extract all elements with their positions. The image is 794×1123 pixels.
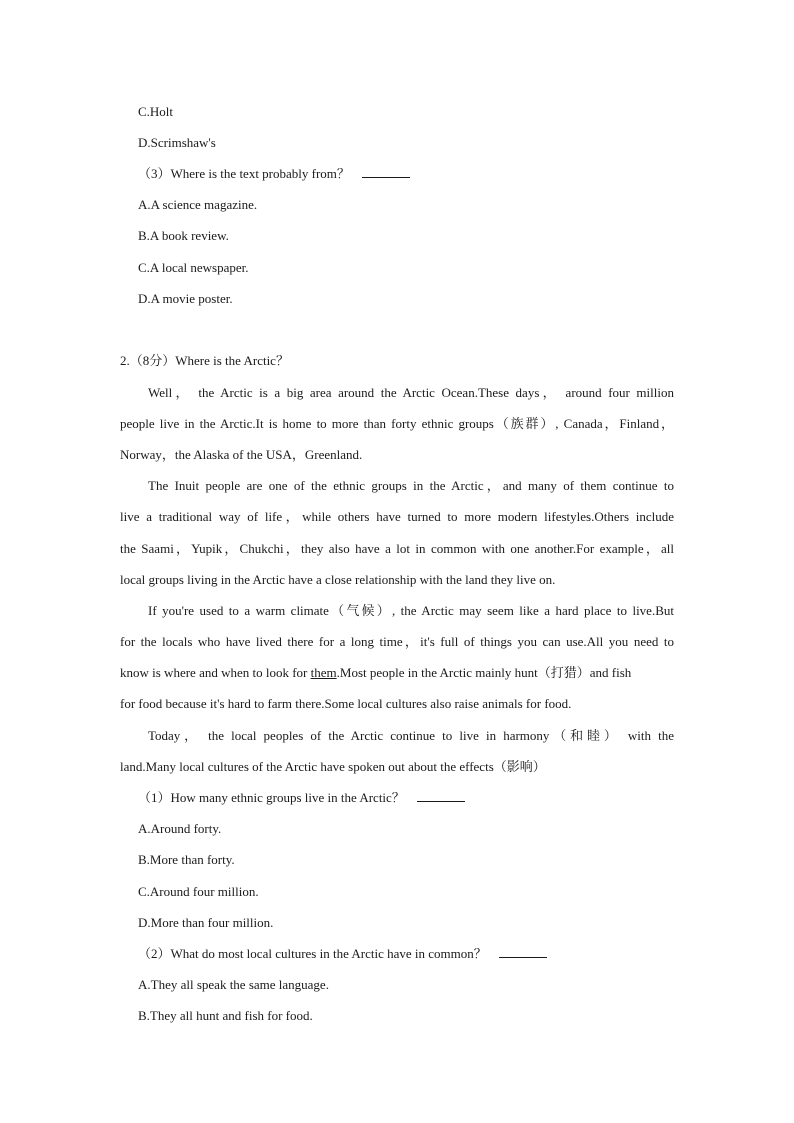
question-3-text: （3）Where is the text probably from？ <box>138 166 350 181</box>
q3-option-a: A.A science magazine. <box>138 197 258 212</box>
passage-line: for the locals who have lived there for a long time，it's full of things you can use.All you need to <box>120 634 674 649</box>
passage-line: Well， the Arctic is a big area around the Arctic Ocean.These days， around four million <box>148 385 674 400</box>
passage-line: Norway，the Alaska of the USA，Greenland. <box>120 447 363 462</box>
q1-option-d: D.More than four million. <box>138 915 274 930</box>
question-3-stem <box>138 165 410 183</box>
passage-text: know is where and when to look for <box>120 665 311 680</box>
answer-blank <box>362 165 410 178</box>
passage-text: .Most people in the Arctic mainly hunt（打猎）and fish <box>336 665 632 680</box>
passage-line: The Inuit people are one of the ethnic groups in the Arctic，and many of them continue to <box>148 478 674 493</box>
q2-option-b: B.They all hunt and fish for food. <box>138 1008 313 1023</box>
q2-text: （2）What do most local cultures in the Arctic have in common？ <box>138 946 487 961</box>
passage-line: local groups living in the Arctic have a close relationship with the land they live on. <box>120 572 556 587</box>
q3-option-d: D.A movie poster. <box>138 291 233 306</box>
passage-line <box>120 664 674 682</box>
q1-option-c: C.Around four million. <box>138 884 259 899</box>
q2-stem <box>138 945 547 963</box>
passage-line: live a traditional way of life，while others have turned to more modern lifestyles.Others include <box>120 509 674 524</box>
passage-line: for food because it's hard to farm there.Some local cultures also raise animals for food. <box>120 696 572 711</box>
passage-line: the Saami，Yupik，Chukchi，they also have a lot in common with one another.For example，all <box>120 541 674 556</box>
answer-blank <box>499 945 547 958</box>
answer-blank <box>417 789 465 802</box>
underlined-word: them <box>310 665 337 680</box>
q1-stem <box>138 789 465 807</box>
passage-line: If you're used to a warm climate（气候）, the Arctic may seem like a hard place to live.But <box>148 603 674 618</box>
option-d-scrimshaws: D.Scrimshaw's <box>138 135 216 150</box>
q2-option-a: A.They all speak the same language. <box>138 977 329 992</box>
passage-line: land.Many local cultures of the Arctic have spoken out about the effects（影响） <box>120 759 546 774</box>
q1-option-b: B.More than forty. <box>138 852 235 867</box>
passage-line: Today， the local peoples of the Arctic continue to live in harmony（和睦） with the <box>148 728 674 743</box>
q1-option-a: A.Around forty. <box>138 821 222 836</box>
q3-option-b: B.A book review. <box>138 228 229 243</box>
q1-text: （1）How many ethnic groups live in the Arctic？ <box>138 790 405 805</box>
passage-line: people live in the Arctic.It is home to more than forty ethnic groups（族群）, Canada，Finland， <box>120 416 674 431</box>
q3-option-c: C.A local newspaper. <box>138 260 249 275</box>
question-2-header: 2.（8分）Where is the Arctic？ <box>120 353 289 368</box>
option-c-holt: C.Holt <box>138 104 174 119</box>
